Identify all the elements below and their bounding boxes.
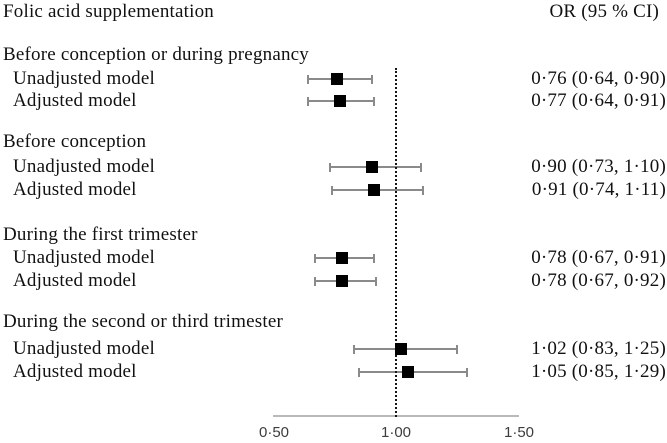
group-label: Before conception [3,131,147,152]
or-ci-value: 0·76 (0·64, 0·90) [531,68,666,89]
row-label: Adjusted model [13,270,137,291]
or-ci-value: 1·05 (0·85, 1·29) [531,361,666,382]
group-label: Before conception or during pregnancy [3,44,310,65]
or-point-marker [334,95,346,107]
row-label: Unadjusted model [13,338,155,359]
or-point-marker [366,161,378,173]
x-axis-tick-label: 1·50 [503,424,535,441]
ci-lower-cap [358,368,360,377]
or-ci-value: 0·78 (0·67, 0·92) [531,270,666,291]
ci-lower-cap [314,254,316,263]
or-point-marker [395,343,407,355]
ci-upper-cap [373,97,375,106]
ci-lower-cap [353,345,355,354]
ci-lower-cap [331,186,333,195]
row-label: Adjusted model [13,90,137,111]
ci-lower-cap [307,75,309,84]
or-ci-value: 0·78 (0·67, 0·91) [531,247,666,268]
or-point-marker [336,252,348,264]
group-label: During the first trimester [3,224,198,245]
x-axis-tick-label: 1·00 [380,424,412,441]
or-ci-value: 1·02 (0·83, 1·25) [531,338,666,359]
group-label: During the second or third trimester [3,311,283,332]
ci-upper-cap [422,186,424,195]
ci-upper-cap [375,277,377,286]
or-point-marker [368,184,380,196]
ci-upper-cap [466,368,468,377]
ci-upper-cap [373,254,375,263]
or-point-marker [402,366,414,378]
row-label: Unadjusted model [13,247,155,268]
reference-line-or-1 [395,68,397,417]
ci-upper-cap [371,75,373,84]
ci-lower-cap [307,97,309,106]
ci-lower-cap [329,163,331,172]
row-label: Adjusted model [13,361,137,382]
or-ci-value: 0·91 (0·74, 1·11) [531,179,666,200]
column-header-or-ci: OR (95 % CI) [549,1,659,22]
row-label: Unadjusted model [13,68,155,89]
x-axis-tick-label: 0·50 [258,424,290,441]
row-label: Unadjusted model [13,156,155,177]
or-point-marker [336,275,348,287]
row-label: Adjusted model [13,179,137,200]
ci-upper-cap [456,345,458,354]
or-point-marker [331,73,343,85]
or-ci-value: 0·90 (0·73, 1·10) [531,156,666,177]
ci-lower-cap [314,277,316,286]
column-header-study: Folic acid supplementation [3,1,214,22]
or-ci-value: 0·77 (0·64, 0·91) [531,90,666,111]
ci-upper-cap [420,163,422,172]
